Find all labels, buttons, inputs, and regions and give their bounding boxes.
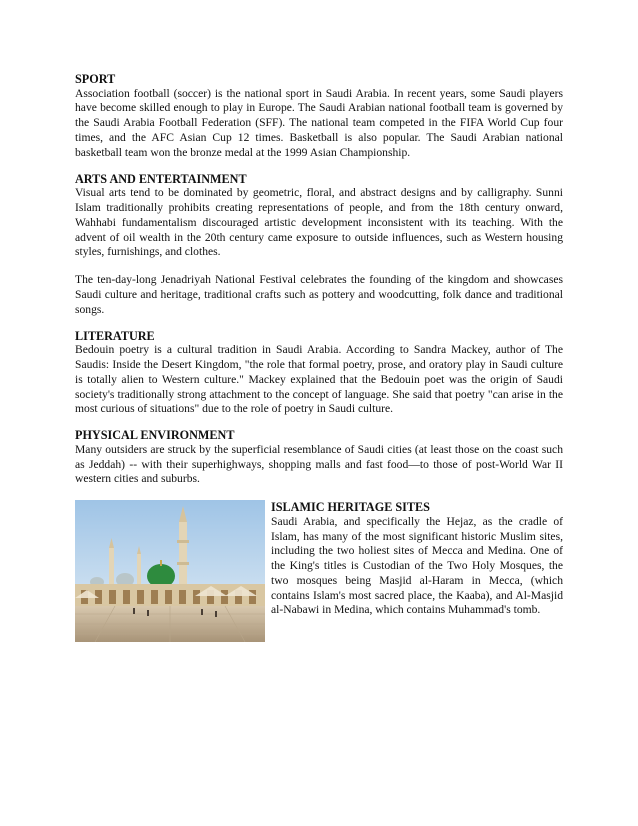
section-paragraph: Many outsiders are struck by the superficial resemblance of Saudi cities (at least those on the coast such as Jeddah) -- with their superhighways, shopping malls and fast food—to those of post-World War II western cities and suburbs.	[75, 442, 563, 486]
mosque-illustration	[75, 500, 265, 642]
section-paragraph: Saudi Arabia, and specifically the Hejaz, as the cradle of Islam, has many of the most significant historic Muslim sites, including the two holiest sites of Mecca and Medina. One of the King's titles is Custodian of the Two Holy Mosques, the two mosques being Masjid al-Haram in Mecca, (which contains Islam's most sacred place, the Kaaba), and Al-Masjid al-Nabawi in Medina, which contains Muhammad's tomb.	[271, 514, 563, 617]
document-page	[75, 72, 563, 650]
heritage-block	[75, 500, 563, 650]
section-paragraph: Bedouin poetry is a cultural tradition in Saudi Arabia. According to Sandra Mackey, author of The Saudis: Inside the Desert Kingdom, "the role that formal poetry, prose, and oratory play in Saudi culture is totally alien to Western culture." Mackey explained that the Bedouin poet was the origin of Saudi society's traditionally strong attachment to the concept of language. She said that poetry "can arise in the most curious of situations" due to the role of poetry in Saudi culture.	[75, 343, 563, 416]
section-heading: ISLAMIC HERITAGE SITES	[271, 500, 430, 515]
section-physical-environment	[75, 428, 563, 487]
section-arts-and-entertainment	[75, 172, 563, 318]
section-paragraph: Visual arts tend to be dominated by geometric, floral, and abstract designs and by calligraphy. Sunni Islam traditionally prohibits creating representations of people, and from the 18th century onward, Wahhabi fundamentalism discouraged artistic development inconsistent with its teaching. With the advent of oil wealth in the 20th century came exposure to outside influences, such as Western housing styles, furnishings, and clothes.	[75, 186, 563, 259]
heritage-text-column	[271, 500, 563, 618]
section-paragraph: The ten-day-long Jenadriyah National Festival celebrates the founding of the kingdom and showcases Saudi culture and heritage, traditional crafts such as pottery and woodcutting, folk dance and traditional songs.	[75, 273, 563, 316]
section-literature	[75, 329, 563, 418]
section-heading: PHYSICAL ENVIRONMENT	[75, 428, 235, 443]
mosque-photo	[75, 500, 265, 642]
section-heading: SPORT	[75, 72, 116, 86]
minaret	[179, 522, 187, 592]
section-paragraph: Association football (soccer) is the national sport in Saudi Arabia. In recent years, some Saudi players have become skilled enough to play in Europe. The Saudi Arabian national football team is governed by the Saudi Arabia Football Federation (SFF). The national team competed in the FIFA World Cup four times, and the AFC Asian Cup 12 times. Basketball is also popular. The Saudi Arabian national basketball team won the bronze medal at the 1999 Asian Championship.	[75, 86, 563, 159]
section-heading: LITERATURE	[75, 328, 155, 343]
section-heading: ARTS AND ENTERTAINMENT	[75, 171, 247, 186]
section-sport	[75, 72, 563, 161]
